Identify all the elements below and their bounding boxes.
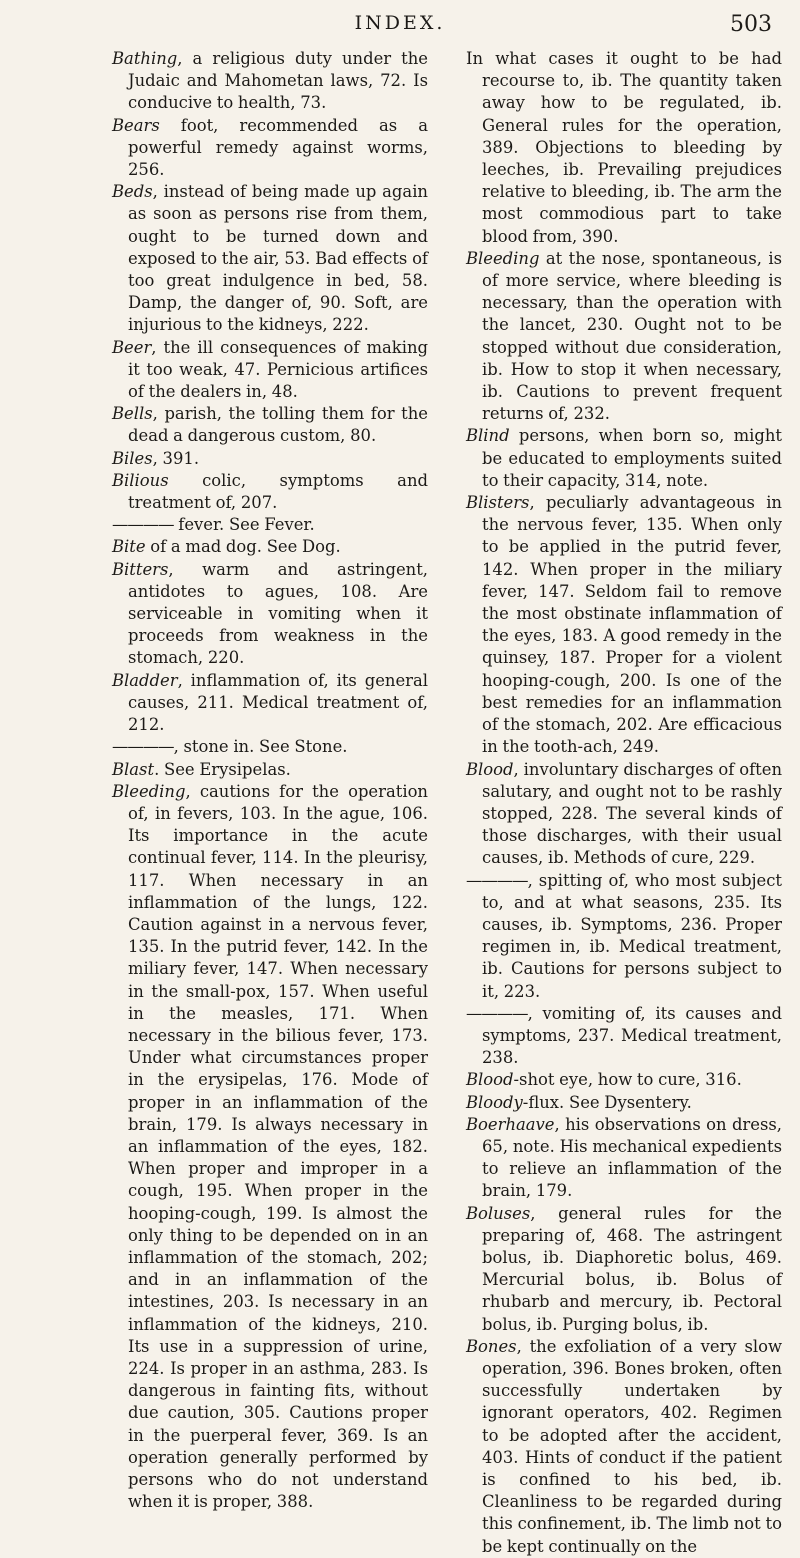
entry-headword: Blind	[466, 426, 510, 446]
entry-text: , his observations on dress, 65, note. His mechanical expedients to relieve an inflammation of the brain, 179.	[482, 1114, 782, 1201]
entry-headword: Bloody	[466, 1092, 523, 1112]
index-entry	[112, 781, 428, 1514]
entry-headword: Bleeding	[112, 781, 186, 801]
index-entry	[466, 759, 782, 870]
entry-headword: ————	[466, 870, 528, 890]
entry-headword: Blood	[466, 1070, 514, 1090]
entry-headword: Boluses	[466, 1203, 531, 1223]
entry-text: of a mad dog. See Dog.	[145, 537, 341, 557]
entry-headword: Blast	[112, 759, 155, 779]
entry-text: at the nose, spontaneous, is of more service, where bleeding is necessary, than the operation with the lancet, 230. Ought not to be stopped without due consideration, ib. How to stop it when necessary, ib. Cautions to prevent frequent returns of, 232.	[482, 248, 782, 424]
index-entry	[466, 1003, 782, 1070]
index-entry	[112, 448, 428, 470]
entry-text: , involuntary discharges of often salutary, and ought not to be rashly stopped, 228. The several kinds of those discharges, with their usual causes, ib. Methods of cure, 229.	[482, 759, 782, 868]
index-entry	[466, 492, 782, 758]
index-entry	[112, 48, 428, 115]
entry-headword: Beer	[112, 337, 152, 357]
index-entry	[112, 181, 428, 336]
entry-text: -flux. See Dysentery.	[522, 1092, 692, 1112]
index-entry	[112, 736, 428, 758]
index-entry	[466, 870, 782, 1003]
entry-text: , stone in. See Stone.	[173, 737, 348, 757]
entry-headword: ————	[112, 737, 174, 757]
entry-text: , inflammation of, its general causes, 211. Medical treatment of, 212.	[128, 670, 428, 735]
index-entry	[112, 115, 428, 182]
page-header	[0, 12, 800, 48]
entry-text: foot, recommended as a powerful remedy against worms, 256.	[128, 115, 428, 180]
entry-text: , vomiting of, its causes and symptoms, 237. Medical treatment, 238.	[482, 1003, 782, 1068]
entry-text: , peculiarly advantageous in the nervous fever, 135. When only to be applied in the putrid fever, 142. When proper in the miliary fever, 147. Seldom fail to remove the most obstinate inflammation of the eyes, 183. A good remedy in the quinsey, 187. Proper for a violent hooping-cough, 200. Is one of the best remedies for an inflammation of the stomach, 202. Are efficacious in the tooth-ach, 249.	[482, 493, 782, 757]
index-entry	[112, 337, 428, 404]
index-entry	[466, 1336, 782, 1558]
entry-headword: Boerhaave	[466, 1114, 555, 1134]
entry-text: , spitting of, who most subject to, and at what seasons, 235. Its causes, ib. Symptoms, 236. Proper regimen in, ib. Medical treatment, ib. Cautions for persons subject to it, 223.	[482, 870, 782, 1001]
index-entry	[112, 403, 428, 447]
index-entry	[466, 1203, 782, 1336]
running-head: INDEX.	[354, 12, 446, 34]
index-entry	[466, 1092, 782, 1114]
index-entry	[112, 559, 428, 670]
entry-text: , warm and astringent, antidotes to agues, 108. Are serviceable in vomiting when it proceeds from weakness in the stomach, 220.	[128, 559, 428, 668]
entry-headword: ————	[466, 1003, 528, 1023]
index-entry	[112, 470, 428, 514]
entry-text: , 391.	[152, 448, 200, 468]
entry-text: , parish, the tolling them for the dead a dangerous custom, 80.	[128, 404, 428, 446]
entry-headword: Bitters	[112, 559, 169, 579]
index-entry	[466, 425, 782, 492]
entry-text: . See Erysipelas.	[154, 759, 291, 779]
index-entry	[466, 48, 782, 248]
left-column	[112, 48, 428, 1513]
entry-text: , cautions for the operation of, in fevers, 103. In the ague, 106. Its importance in the acute continual fever, 114. In the pleurisy, 117. When necessary in an inflammation of the lungs, 122. Caution against in a nervous fever, 135. In the putrid fever, 142. In the miliary fever, 147. When necessary in the small-pox, 157. When useful in the measles, 171. When necessary in the bilious fever, 173. Under what circumstances proper in the erysipelas, 176. Mode of proper in an inflammation of the brain, 179. Is always necessary in an inflammation of the eyes, 182. When proper and improper in a cough, 195. When proper in the hooping-cough, 199. Is almost the only thing to be depended on in an inflammation of the stomach, 202; and in an inflammation of the intestines, 203. Is necessary in an inflammation of the kidneys, 210. Its use in a suppression of urine, 224. Is proper in an asthma, 283. Is dangerous in fainting fits, without due caution, 305. Cautions proper in the puerperal fever, 369. Is an operation generally performed by persons who do not understand when it is proper, 388.	[128, 781, 428, 1512]
entry-headword: ————	[112, 515, 174, 535]
page-number: 503	[730, 12, 772, 37]
index-entry	[466, 1069, 782, 1091]
entry-text: -shot eye, how to cure, 316.	[513, 1070, 742, 1090]
entry-text: , general rules for the preparing of, 468. The astringent bolus, ib. Diaphoretic bolus, 469. Mercurial bolus, ib. Bolus of rhubarb and mercury, ib. Pectoral bolus, ib. Purging bolus, ib.	[482, 1203, 782, 1334]
index-entry	[112, 536, 428, 558]
entry-headword: Bones	[466, 1336, 517, 1356]
entry-headword: Beds	[112, 182, 153, 202]
entry-headword: Bathing	[112, 49, 178, 68]
index-entry	[466, 248, 782, 426]
right-column	[466, 48, 782, 1558]
entry-headword: Blisters	[466, 493, 530, 513]
entry-text: , the ill consequences of making it too weak, 47. Pernicious artifices of the dealers in, 48.	[128, 337, 428, 402]
entry-text: colic, symptoms and treatment of, 207.	[128, 470, 428, 513]
entry-headword: Biles	[112, 448, 153, 468]
entry-text: , instead of being made up again as soon as persons rise from them, ought to be turned down and exposed to the air, 53. Bad effects of too great indulgence in bed, 58. Damp, the danger of, 90. Soft, are injurious to the kidneys, 222.	[128, 182, 428, 335]
index-entry	[112, 759, 428, 781]
entry-text: fever. See Fever.	[173, 515, 315, 535]
index-entry	[112, 670, 428, 737]
entry-text: In what cases it ought to be had recourse to, ib. The quantity taken away how to be regulated, ib. General rules for the operation, 389. Objections to bleeding by leeches, ib. Prevailing prejudices relative to bleeding, ib. The arm the most commodious part to take blood from, 390.	[466, 49, 782, 246]
entry-text: , a religious duty under the Judaic and Mahometan laws, 72. Is conducive to health, 73.	[128, 49, 428, 113]
entry-headword: Bears	[112, 115, 160, 135]
entry-headword: Bilious	[112, 470, 169, 490]
index-entry	[112, 514, 428, 536]
index-entry	[466, 1114, 782, 1203]
entry-headword: Bladder	[112, 670, 178, 690]
entry-headword: Bleeding	[466, 248, 540, 268]
entry-text: , the exfoliation of a very slow operation, 396. Bones broken, often successfully undertaken by ignorant operators, 402. Regimen to be adopted after the accident, 403. Hints of conduct if the patient is confined to his bed, ib. Cleanliness to be regarded during this confinement, ib. The limb not to be kept continually on the	[482, 1336, 782, 1556]
entry-headword: Bite	[112, 537, 146, 557]
entry-headword: Blood	[466, 759, 514, 779]
entry-text: persons, when born so, might be educated to employments suited to their capacity, 314, note.	[482, 426, 782, 490]
entry-headword: Bells	[112, 404, 153, 424]
